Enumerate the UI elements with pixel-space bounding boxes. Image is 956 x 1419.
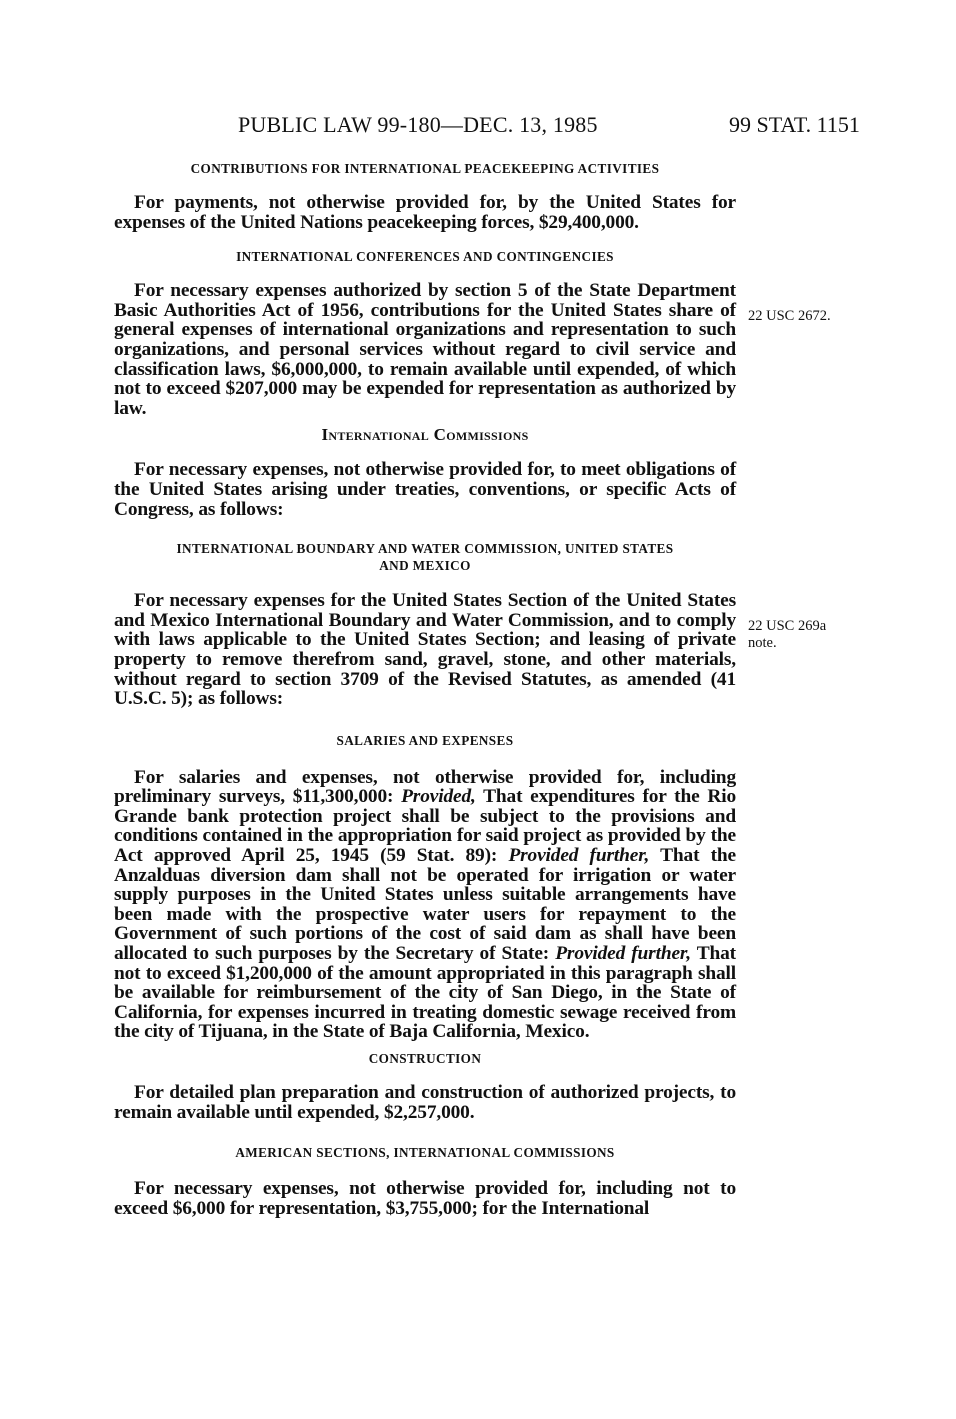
section-american-sections bbox=[114, 1144, 736, 1218]
heading-line: AND MEXICO bbox=[379, 558, 471, 574]
proviso-term: Provided further, bbox=[555, 943, 691, 965]
section-heading: CONSTRUCTION bbox=[368, 1051, 482, 1066]
section-boundary-water-commission bbox=[114, 540, 736, 709]
stat-reference: 99 STAT. 1151 bbox=[729, 112, 860, 137]
margin-note-usc-2672: 22 USC 2672. bbox=[748, 308, 831, 324]
margin-note-line: note. bbox=[748, 635, 777, 651]
section-peacekeeping bbox=[114, 160, 736, 232]
margin-note-usc-269a bbox=[748, 618, 826, 652]
section-paragraph: For necessary expenses, not otherwise provided for, including not to exceed $6,000 for representation, $3,755,000; for the International bbox=[114, 1178, 736, 1219]
section-international-commissions bbox=[114, 426, 736, 519]
section-paragraph: For necessary expenses, not otherwise provided for, to meet obligations of the United States arising under treaties, conventions, or specific Acts of Congress, as follows: bbox=[114, 459, 736, 520]
text-run: That not to exceed $1,200,000 of the amount appropriated in this paragraph shall be available for reimbursement of the city of San Diego, in the State of California, for expenses incurred in treating domestic sewage received from the city of Tijuana, in the State of Baja California, Mexico. bbox=[114, 943, 736, 1043]
running-head: PUBLIC LAW 99-180—DEC. 13, 1985 bbox=[238, 112, 598, 137]
proviso-term: Provided further, bbox=[508, 845, 650, 867]
section-heading: AMERICAN SECTIONS, INTERNATIONAL COMMISSIONS bbox=[235, 1145, 615, 1161]
section-heading: CONTRIBUTIONS FOR INTERNATIONAL PEACEKEEPING ACTIVITIES bbox=[190, 161, 660, 176]
section-salaries-expenses bbox=[114, 732, 736, 1042]
section-heading bbox=[114, 540, 736, 574]
section-paragraph: For payments, not otherwise provided for, by the United States for expenses of the United Nations peacekeeping forces, $29,400,000. bbox=[114, 192, 736, 233]
section-paragraph: For necessary expenses for the United States Section of the United States and Mexico International Boundary and Water Commission, and to comply with laws applicable to the United States Section; and leasing of private property to remove therefrom sand, gravel, stone, and other materials, without regard to section 3709 of the Revised Statutes, as amended (41 U.S.C. 5); as follows: bbox=[114, 590, 736, 710]
text-run: That the Anzalduas diversion dam shall not be operated for irrigation or water supply purposes in the United States unless suitable arrangements have been made with the prospective water users for repayment to the Government of such portions of the cost of said dam as shall have been allocated to such purposes by the Secretary of State: bbox=[114, 845, 737, 965]
section-paragraph: For necessary expenses authorized by section 5 of the State Department Basic Authorities Act of 1956, contributions for the United States share of general expenses of international organizations and representation to such organizations, and personal services without regard to civil service and classification laws, $6,000,000, to remain available until expended, of which not to exceed $207,000 may be expended for representation as authorized by law. bbox=[114, 280, 736, 419]
heading-line: INTERNATIONAL BOUNDARY AND WATER COMMISSION, UNITED STATES bbox=[176, 541, 674, 557]
section-heading: SALARIES AND EXPENSES bbox=[336, 732, 514, 748]
document-body bbox=[114, 160, 736, 1218]
section-paragraph bbox=[114, 768, 736, 1042]
proviso-term: Provided, bbox=[401, 786, 476, 808]
section-paragraph: For detailed plan preparation and construction of authorized projects, to remain available until expended, $2,257,000. bbox=[114, 1082, 736, 1123]
text-run: That expenditures for the Rio Grande bank protection project shall be subject to the provisions and conditions contained in the appropriation for said project as provided by the Act approved April 25, 1945 (59 Stat. 89): bbox=[114, 786, 736, 867]
section-heading: INTERNATIONAL CONFERENCES AND CONTINGENCIES bbox=[236, 249, 614, 265]
section-construction bbox=[114, 1050, 736, 1122]
text-run: For salaries and expenses, not otherwise provided for, including preliminary surveys, $11,300,000: bbox=[114, 766, 736, 808]
section-conferences bbox=[114, 248, 736, 418]
margin-note-line: 22 USC 269a bbox=[748, 618, 827, 634]
section-heading: International Commissions bbox=[321, 425, 529, 445]
